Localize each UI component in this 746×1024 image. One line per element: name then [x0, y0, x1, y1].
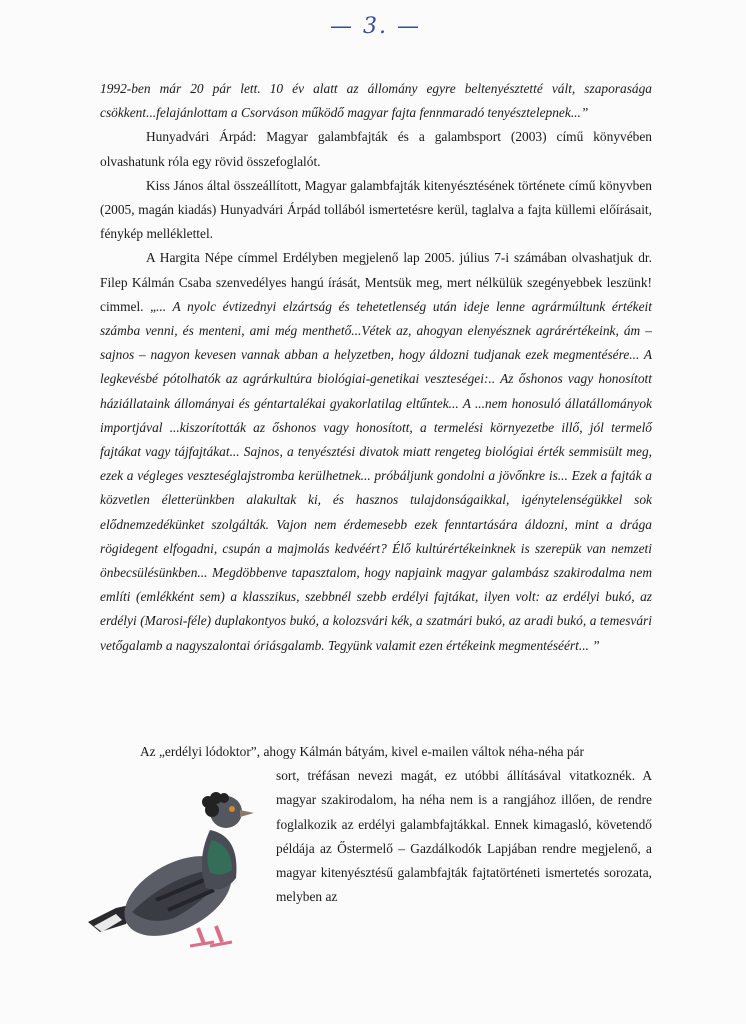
paragraph-hargita-quote: ... A nyolc évtizednyi elzártság és tehetetlenség után ideje lenne agrármúltunk értékeit számba venni, és menteni, ami még menthető...Vétek az, ahogyan elenyésznek agrárértékeink, ám – sajnos – nagyon kevesen vannak abban a helyzetben, hogy áldozni tudjanak ezek megmentésére... A legkevésbé pótolhatók az agrárkultúra biológiai-genetikai veszteségei:.. Az őshonos vagy honosított háziállataink állományai és géntartalékai gyakorlatilag eltűntek... A ...nem honosuló állatállományok importjával ...kiszorították az őshonos vagy honosított, a termelési környezetbe illő, jól termelő fajtákat vagy tájfajtákat... Sajnos, a tenyésztési divatok miatt rengeteg biológiai érték semmisült meg, ezek a végleges veszteséglajstromba kerülhetnek... próbáljunk gondolni a jövőnkre is... Ezek a fajták a közvetlen életterünkben alakultak ki, és hasznos tulajdonságaikkal, igénytelenségükkel sok elődnemzedékünket szolgálták. Vajon nem érdemesebb ezek fenntartására áldozni, mint a drága rögidegent elfogadni, csupán a majmolás kedvéért? Élő kultúrértékeinknek is szerepük van nemzeti önbecsülésünkben... Megdöbbenve tapasztalom, hogy napjaink magyar galambász szakirodalma nem említi (emlékként sem) a klasszikus, szebbnél szebb erdélyi fajtákat, ilyen volt: az erdélyi bukó, az erdélyi (Marosi-féle) duplakontyos bukó, a kolozsvári kék, a szatmári bukó, az aradi bukó, a temesvári vetőgalamb a nagyszalontai óriásgalamb. Tegyünk valamit ezen értékeink megmentéséért... ” [100, 298, 652, 653]
body-text [100, 77, 652, 658]
paragraph-kiss-janos: Kiss János által összeállított, Magyar galambfajták kitenyésztésének története című könyvben (2005, magán kiadás) Hunyadvári Árpád tollából ismertetésre kerül, taglalva a fajta küllemi előírásait, fénykép melléklettel. [100, 177, 652, 242]
page-number: — 3. — [330, 14, 421, 39]
paragraph-hargita-nepe [100, 246, 652, 657]
paragraph-quote-end: 1992-ben már 20 pár lett. 10 év alatt az állomány egyre beltenyésztetté vált, szaporasága csökkent...felajánlottam a Csorváson működő magyar fajta fennmaradó tenyésztelepnek...” [100, 81, 652, 121]
wrapped-paragraph-text: sort, tréfásan nevezi magát, ez utóbbi állításával vitatkoznék. A magyar szakirodalom, ha néha nem is a rangjához illően, de rendre foglalkozik az erdélyi galambfajtákkal. Ennek kimagasló, követendő példája az Őstermelő – Gazdálkodók Lapjában rendre megjelenő, a magyar kitenyésztésű galambfajták fajtatörténeti ismertetés sorozata, melyben az [276, 768, 652, 905]
paragraph-hunyadvari: Hunyadvári Árpád: Magyar galambfajták és a galambsport (2003) című könyvében olvashatunk róla egy rövid összefoglalót. [100, 129, 652, 169]
paragraph-hargita-intro: A Hargita Népe címmel Erdélyben megjelenő lap 2005. július 7-i számában olvashatjuk dr. Filep Kálmán Csaba szenvedélyes hangú írását, Mentsük meg, mert nélkülük szegényebbek leszünk! cimmel. „ [100, 250, 652, 314]
wrapped-paragraph-first-line: Az „erdélyi lódoktor”, ahogy Kálmán bátyám, kivel e-mailen váltok néha-néha pár [140, 744, 584, 759]
pigeon-image [86, 776, 266, 956]
wrapped-paragraph [140, 740, 652, 909]
